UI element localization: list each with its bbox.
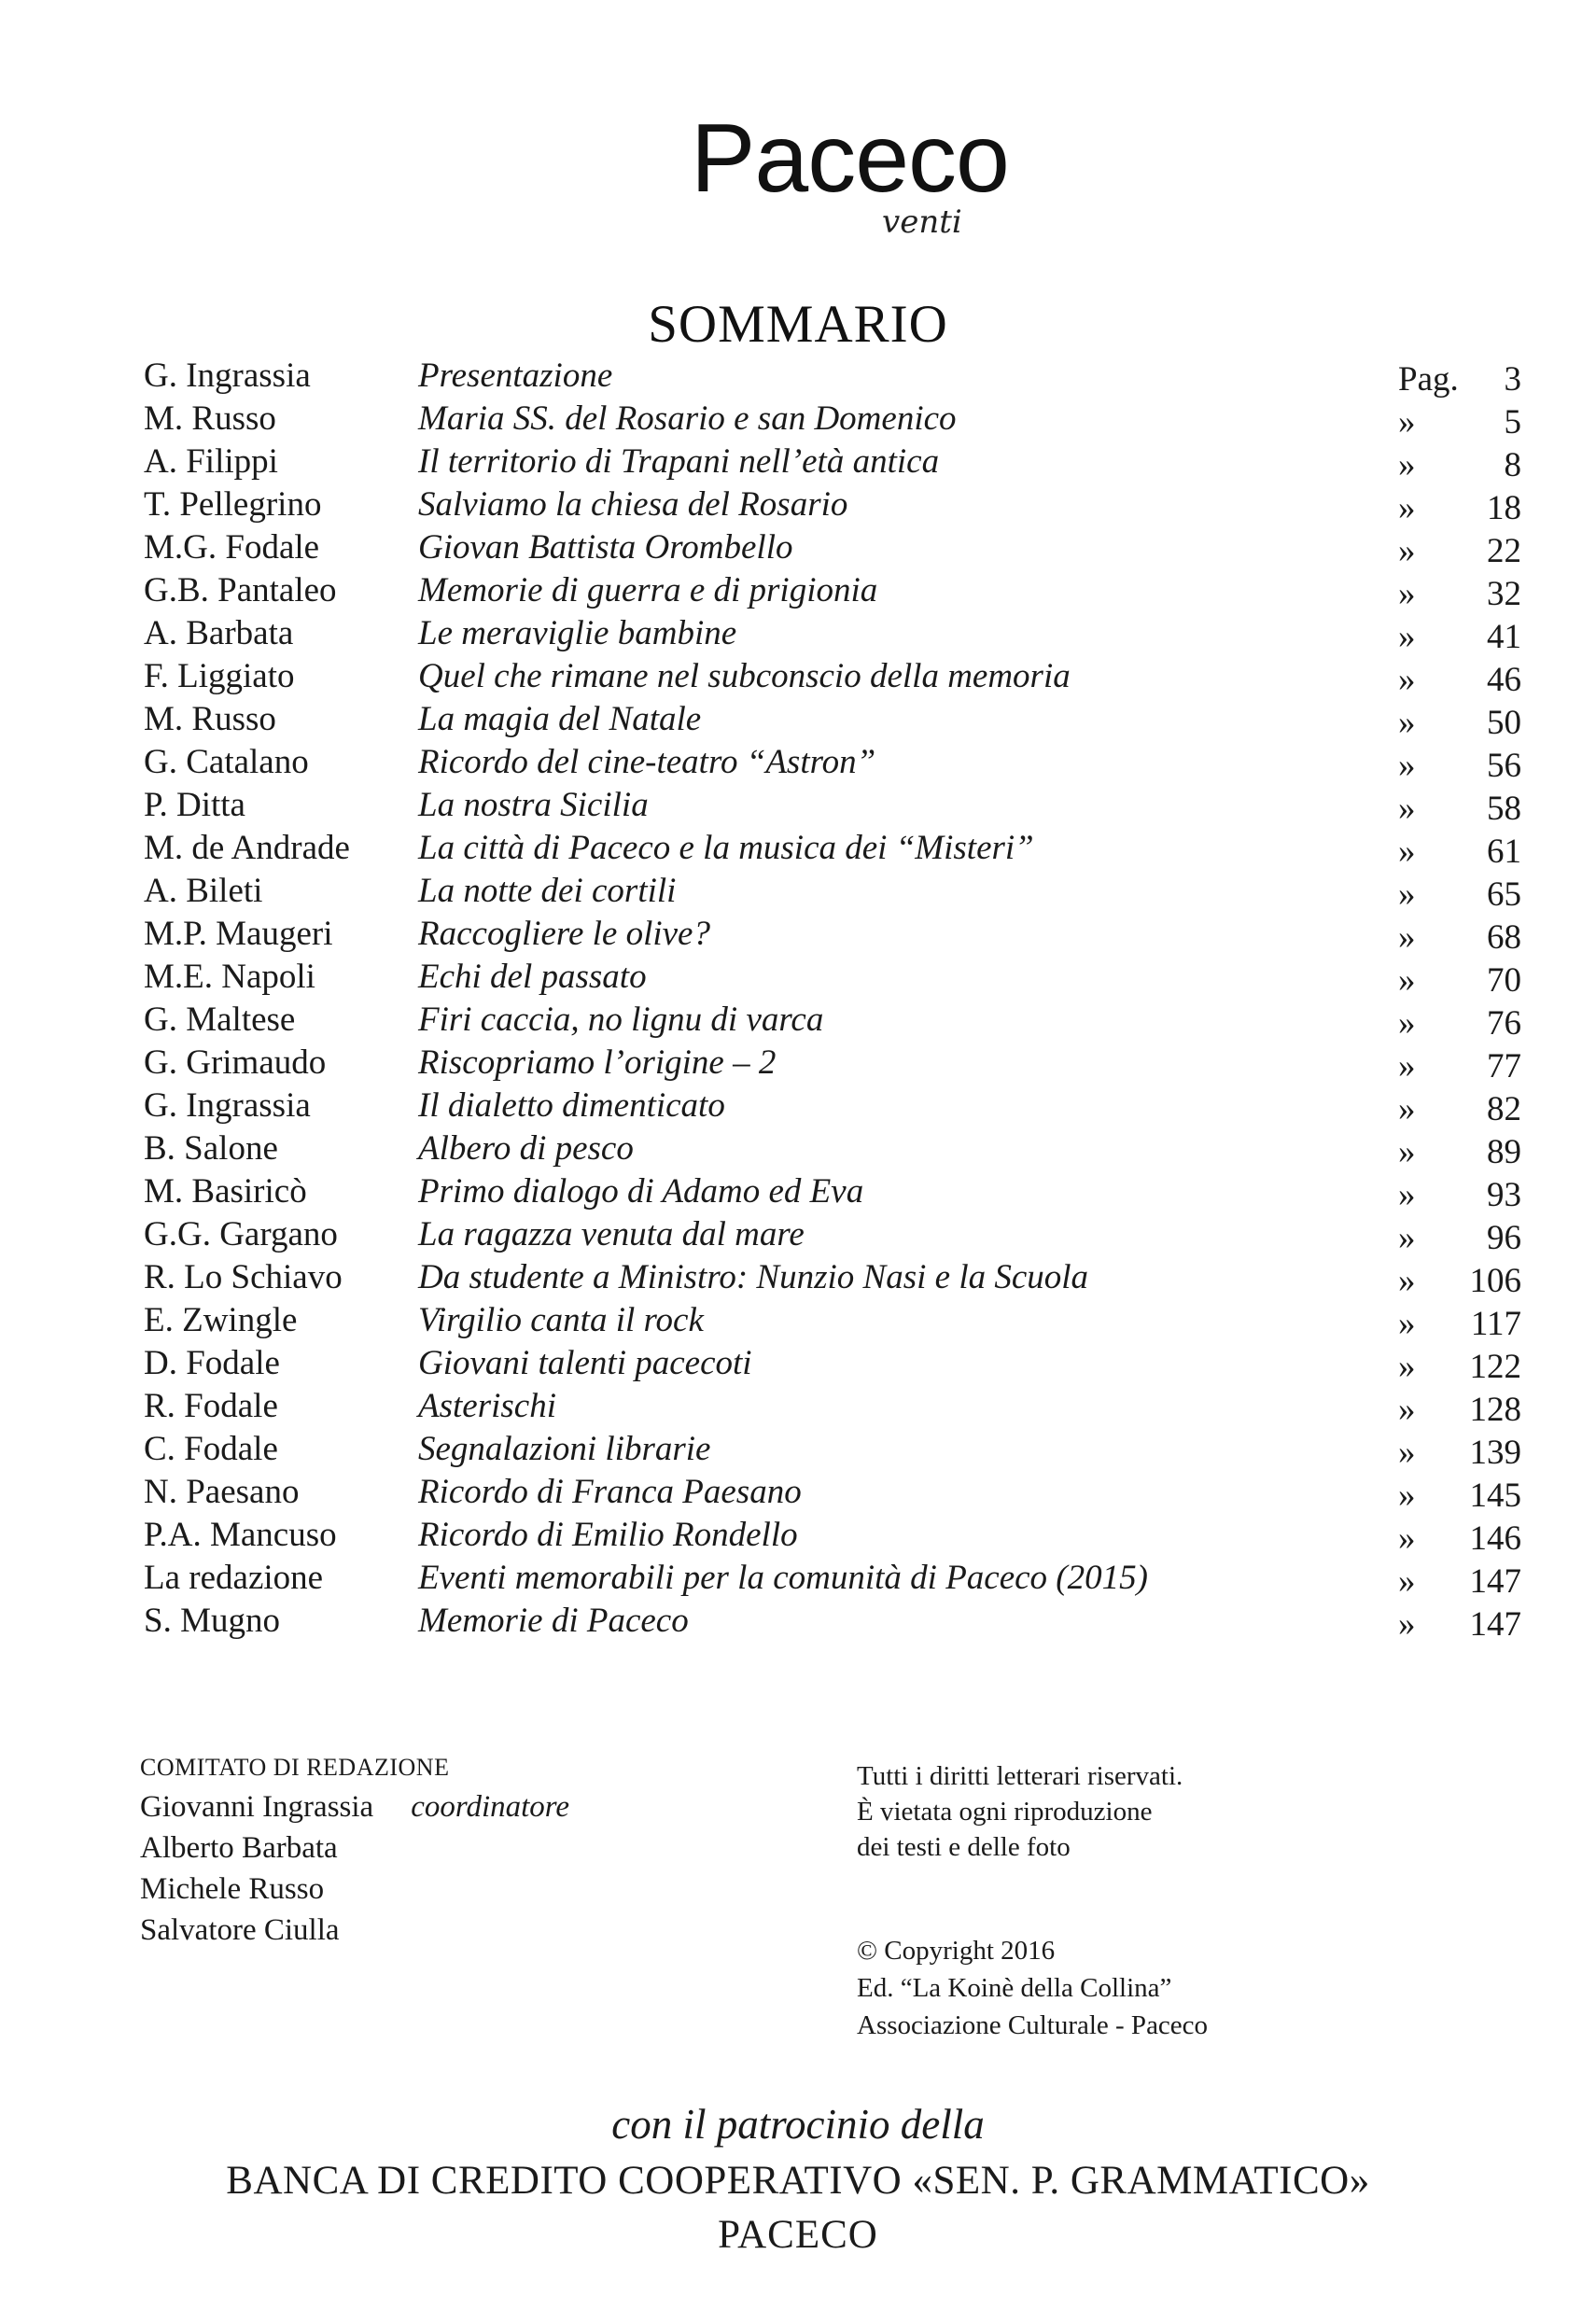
patronage-intro: con il patrocinio della — [611, 2101, 985, 2148]
toc-author: F. Liggiato — [144, 657, 295, 695]
toc-author: G. Maltese — [144, 1001, 296, 1039]
masthead-title: Paceco — [691, 105, 1009, 213]
toc-author: G. Grimaudo — [144, 1043, 327, 1082]
toc-page: 8 — [1504, 446, 1521, 484]
toc-row — [140, 913, 1521, 956]
toc-author: R. Lo Schiavo — [144, 1258, 343, 1296]
toc-title: La notte dei cortili — [418, 872, 677, 910]
toc-title: Da studente a Ministro: Nunzio Nasi e la Scuola — [418, 1258, 1089, 1296]
toc-marker: » — [1398, 790, 1416, 828]
toc-page: 122 — [1469, 1348, 1521, 1386]
toc-title: Firi caccia, no lignu di varca — [418, 1001, 824, 1039]
toc-marker: » — [1398, 1477, 1416, 1515]
toc-title: Eventi memorabili per la comunità di Paceco (2015) — [418, 1559, 1148, 1597]
toc-page: 145 — [1469, 1477, 1521, 1515]
toc-title: Raccogliere le olive? — [418, 915, 710, 953]
toc-author: M.E. Napoli — [144, 958, 315, 996]
toc-marker: » — [1398, 833, 1416, 871]
toc-marker: » — [1398, 1047, 1416, 1085]
toc-title: Presentazione — [418, 357, 613, 395]
toc-title: Primo dialogo di Adamo ed Eva — [418, 1172, 864, 1211]
toc-page: 117 — [1470, 1305, 1521, 1343]
rights-line: È vietata ogni riproduzione — [857, 1797, 1153, 1827]
masthead-subtitle: venti — [882, 203, 962, 241]
toc-title: Il dialetto dimenticato — [418, 1086, 725, 1125]
toc-author: G.G. Gargano — [144, 1215, 338, 1253]
toc-page: 76 — [1487, 1004, 1521, 1043]
copyright-line: © Copyright 2016 — [857, 1936, 1056, 1966]
toc-row — [140, 999, 1521, 1042]
association-line: Associazione Culturale - Paceco — [857, 2010, 1209, 2040]
toc-title: Memorie di Paceco — [418, 1602, 689, 1640]
toc-row — [140, 1428, 1521, 1471]
toc-row — [140, 441, 1521, 483]
toc-title: Segnalazioni librarie — [418, 1430, 711, 1468]
toc-row — [140, 1514, 1521, 1557]
toc-row — [140, 1127, 1521, 1170]
toc-row — [140, 355, 1521, 398]
toc-author: N. Paesano — [144, 1473, 300, 1511]
toc-page: 41 — [1487, 618, 1521, 656]
member-name: Salvatore Ciulla — [140, 1913, 340, 1947]
toc-row — [140, 698, 1521, 741]
committee-heading: COMITATO DI REDAZIONE — [140, 1754, 450, 1781]
toc-page: 61 — [1487, 833, 1521, 871]
sponsor-town: PACECO — [718, 2213, 878, 2257]
toc-author: P.A. Mancuso — [144, 1516, 337, 1554]
toc-author: G. Catalano — [144, 743, 309, 781]
toc-page: 89 — [1487, 1133, 1521, 1171]
toc-title: Le meraviglie bambine — [418, 614, 737, 652]
toc-author: M.P. Maugeri — [144, 915, 333, 953]
toc-marker: » — [1398, 403, 1416, 441]
toc-author: E. Zwingle — [144, 1301, 298, 1339]
toc-marker: » — [1398, 1090, 1416, 1128]
toc-page: 68 — [1487, 918, 1521, 957]
toc-title: Maria SS. del Rosario e san Domenico — [418, 399, 957, 438]
toc-author: A. Barbata — [144, 614, 294, 652]
toc-marker: » — [1398, 918, 1416, 957]
toc-row — [140, 1600, 1521, 1643]
toc-marker: » — [1398, 1004, 1416, 1043]
toc-page: 93 — [1487, 1176, 1521, 1214]
toc-row — [140, 526, 1521, 569]
toc-page: 146 — [1469, 1519, 1521, 1558]
toc-page: 77 — [1487, 1047, 1521, 1085]
toc-author: M. de Andrade — [144, 829, 350, 867]
toc-author: M. Russo — [144, 399, 276, 438]
toc-marker: » — [1398, 1133, 1416, 1171]
toc-title: Giovan Battista Orombello — [418, 528, 793, 567]
member-role: coordinatore — [411, 1790, 570, 1824]
toc-row — [140, 1385, 1521, 1428]
publisher-line: Ed. “La Koinè della Collina” — [857, 1973, 1172, 2003]
toc-page: 147 — [1469, 1605, 1521, 1644]
toc-marker: » — [1398, 489, 1416, 527]
toc-marker: Pag. — [1398, 360, 1459, 399]
toc-author: T. Pellegrino — [144, 485, 322, 524]
toc-page: 82 — [1487, 1090, 1521, 1128]
toc-page: 5 — [1504, 403, 1521, 441]
toc-marker: » — [1398, 704, 1416, 742]
toc-marker: » — [1398, 1605, 1416, 1644]
toc-marker: » — [1398, 747, 1416, 785]
toc-title: Virgilio canta il rock — [418, 1301, 704, 1339]
toc-page: 3 — [1504, 360, 1521, 399]
toc-title: Ricordo del cine-teatro “Astron” — [418, 743, 876, 781]
toc-row — [140, 612, 1521, 655]
toc-page: 18 — [1487, 489, 1521, 527]
toc-page: 32 — [1487, 575, 1521, 613]
toc-row — [140, 870, 1521, 913]
toc-author: S. Mugno — [144, 1602, 280, 1640]
toc-title: Il territorio di Trapani nell’età antica — [418, 442, 940, 481]
toc-marker: » — [1398, 446, 1416, 484]
toc-row — [140, 956, 1521, 999]
member-name: Alberto Barbata — [140, 1831, 338, 1865]
toc-row — [140, 1170, 1521, 1213]
toc-row — [140, 1042, 1521, 1085]
toc-title: Ricordo di Franca Paesano — [418, 1473, 802, 1511]
toc-page: 22 — [1487, 532, 1521, 570]
toc-page: 56 — [1487, 747, 1521, 785]
toc-row — [140, 1299, 1521, 1342]
toc-row — [140, 569, 1521, 612]
editorial-committee — [140, 1753, 569, 1951]
toc-page: 46 — [1487, 661, 1521, 699]
committee-member — [140, 1869, 569, 1910]
toc-author: G. Ingrassia — [144, 357, 311, 395]
toc-marker: » — [1398, 1176, 1416, 1214]
committee-member — [140, 1786, 569, 1827]
rights-line: Tutti i diritti letterari riservati. — [857, 1761, 1183, 1791]
toc-title: Salviamo la chiesa del Rosario — [418, 485, 848, 524]
toc-row — [140, 1557, 1521, 1600]
sponsor-bank: BANCA DI CREDITO COOPERATIVO «SEN. P. GRAMMATICO» — [226, 2159, 1370, 2203]
toc-marker: » — [1398, 961, 1416, 1000]
toc-page: 50 — [1487, 704, 1521, 742]
toc-marker: » — [1398, 661, 1416, 699]
toc-title: La ragazza venuta dal mare — [418, 1215, 805, 1253]
committee-member — [140, 1910, 569, 1951]
toc-marker: » — [1398, 1434, 1416, 1472]
toc-marker: » — [1398, 1562, 1416, 1601]
toc-marker: » — [1398, 1348, 1416, 1386]
member-name: Giovanni Ingrassia — [140, 1790, 374, 1824]
toc-row — [140, 483, 1521, 526]
toc-author: M. Russo — [144, 700, 276, 738]
toc-author: M.G. Fodale — [144, 528, 320, 567]
toc-title: Asterischi — [418, 1387, 556, 1425]
toc-row — [140, 784, 1521, 827]
toc-row — [140, 655, 1521, 698]
toc-page: 96 — [1487, 1219, 1521, 1257]
toc-row — [140, 1085, 1521, 1127]
toc-row — [140, 827, 1521, 870]
toc-marker: » — [1398, 1519, 1416, 1558]
toc-title: La nostra Sicilia — [418, 786, 649, 824]
toc-author: G. Ingrassia — [144, 1086, 311, 1125]
toc-marker: » — [1398, 1219, 1416, 1257]
toc-page: 147 — [1469, 1562, 1521, 1601]
toc-author: M. Basiricò — [144, 1172, 307, 1211]
toc-marker: » — [1398, 575, 1416, 613]
toc-author: D. Fodale — [144, 1344, 280, 1382]
page-heading: SOMMARIO — [648, 295, 948, 354]
toc-title: Giovani talenti pacecoti — [418, 1344, 752, 1382]
toc-title: Memorie di guerra e di prigionia — [418, 571, 878, 609]
toc-marker: » — [1398, 1305, 1416, 1343]
toc-row — [140, 398, 1521, 441]
toc-page: 58 — [1487, 790, 1521, 828]
table-of-contents — [140, 355, 1521, 1643]
toc-title: Echi del passato — [418, 958, 647, 996]
toc-row — [140, 1471, 1521, 1514]
rights-notice — [857, 1758, 1183, 1865]
rights-line: dei testi e delle foto — [857, 1832, 1071, 1862]
toc-title: Quel che rimane nel subconscio della memoria — [418, 657, 1071, 695]
toc-author: C. Fodale — [144, 1430, 278, 1468]
toc-title: Riscopriamo l’origine – 2 — [418, 1043, 777, 1082]
copyright-notice — [857, 1932, 1208, 2044]
toc-title: La città di Paceco e la musica dei “Misteri” — [418, 829, 1034, 867]
toc-marker: » — [1398, 1391, 1416, 1429]
toc-author: La redazione — [144, 1559, 324, 1597]
member-name: Michele Russo — [140, 1872, 325, 1906]
toc-row — [140, 1256, 1521, 1299]
toc-marker: » — [1398, 1262, 1416, 1300]
toc-row — [140, 1213, 1521, 1256]
toc-row — [140, 1342, 1521, 1385]
toc-row — [140, 741, 1521, 784]
toc-page: 139 — [1469, 1434, 1521, 1472]
toc-title: Ricordo di Emilio Rondello — [418, 1516, 798, 1554]
toc-author: G.B. Pantaleo — [144, 571, 337, 609]
toc-title: Albero di pesco — [418, 1129, 634, 1168]
toc-author: A. Filippi — [144, 442, 278, 481]
toc-author: R. Fodale — [144, 1387, 278, 1425]
toc-page: 128 — [1469, 1391, 1521, 1429]
toc-title: La magia del Natale — [418, 700, 702, 738]
masthead — [691, 105, 1009, 241]
toc-marker: » — [1398, 532, 1416, 570]
toc-page: 70 — [1487, 961, 1521, 1000]
committee-member — [140, 1827, 569, 1869]
toc-marker: » — [1398, 875, 1416, 914]
toc-marker: » — [1398, 618, 1416, 656]
toc-author: B. Salone — [144, 1129, 278, 1168]
toc-page: 106 — [1469, 1262, 1521, 1300]
toc-author: A. Bileti — [144, 872, 263, 910]
toc-page: 65 — [1487, 875, 1521, 914]
toc-author: P. Ditta — [144, 786, 245, 824]
